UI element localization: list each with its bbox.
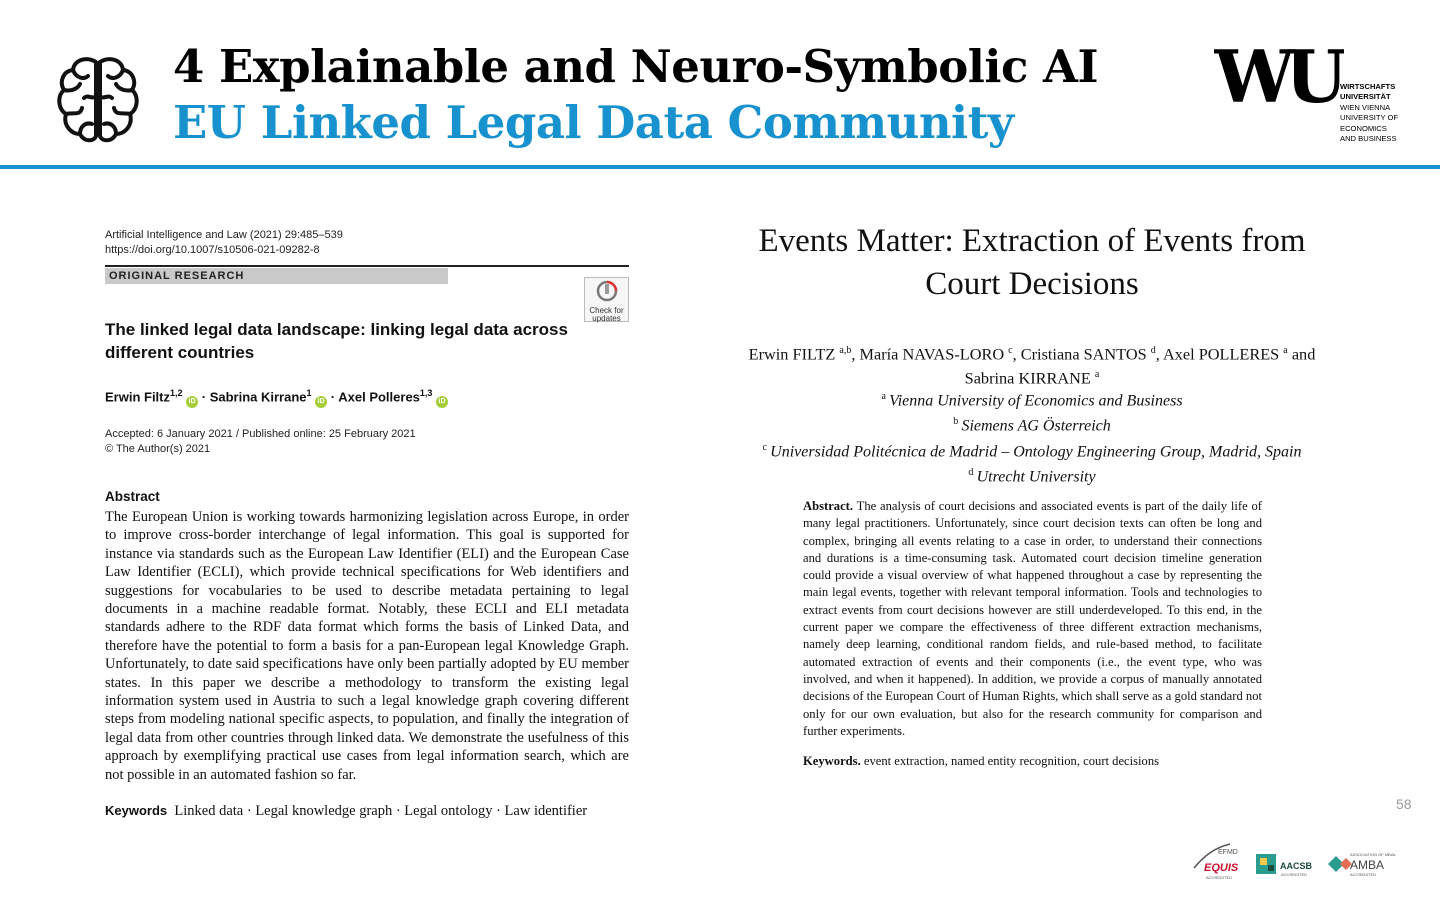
left-abstract-text: The European Union is working towards harmonizing legislation across Europe, in order to improve cross-border interchange of legal information. This goal is supported for instance via standards such as the European Law Identifier (ELI) and the European Case Law Identifier (ECLI), which provide technical specifications for Web identifiers and suggestions for vocabularies to be used to describe metadata pertaining to legal documents in a machine readable format. Notably, these ECLI and ELI metadata standards adhere to the RDF data format which forms the basis of Linked Data, and therefore have the potential to form a basis for a pan-European legal Knowledge Graph. Unfortunately, to date said specifications have only been partially adopted by EU member states. In this paper we describe a methodology to transform the existing legal information system used in Austria to such a legal knowledge graph covering different steps from modeling national specific aspects, to population, and finally the integration of legal data from other countries through linked data. We demonstrate the usefulness of this approach by exemplifying practical use cases from legal information search, which are not possible in an automated fashion so far. xyxy=(105,509,629,783)
aacsb-sub-text: ACCREDITED xyxy=(1281,872,1308,877)
orcid-icon[interactable]: iD xyxy=(315,396,327,408)
right-abstract-text: The analysis of court decisions and associated events is part of the daily life of many legal practitioners. Unfortunately, since court decision texts can often be long and complex, bringing all events relating to a case in order, to understand their connections and durations is a time-consuming task. Automated court decision timeline generation could provide a visual overview of what happened throughout a case by representing the main legal events, together with relevant temporal information. Tools and technologies to extract events from court decisions however are still underdeveloped. To this end, in the current paper we compare the effectiveness of three different extraction mechanisms, namely deep learning, conditional random fields, and rule-based method, to facilitate automated extraction of events and their components (i.e., the event type, who was involved, and when it happened). In addition, we provide a corpus of manually annotated decisions of the European Court of Human Rights, which shall serve as a gold standard not only for our own evaluation, but also for the research community for comparison and further experiments. xyxy=(803,499,1263,738)
check-updates-icon xyxy=(596,280,618,302)
right-title-line: Events Matter: Extraction of Events from xyxy=(758,223,1306,259)
wu-logo-text xyxy=(1340,82,1410,144)
author-name: María NAVAS-LORO xyxy=(859,344,1005,364)
author-name: Axel POLLERES xyxy=(1162,344,1280,364)
author-affil: c xyxy=(1008,345,1013,356)
author-name: Erwin Filtz xyxy=(105,389,170,405)
keywords-label: Keywords xyxy=(105,803,168,818)
check-updates-text: updates xyxy=(592,314,621,323)
accreditation-logos xyxy=(1190,838,1400,884)
wu-logo-line: AND BUSINESS xyxy=(1340,134,1397,144)
orcid-icon[interactable]: iD xyxy=(436,396,448,408)
right-keywords xyxy=(803,754,1159,769)
amba-sub-text: ACCREDITED xyxy=(1350,872,1377,877)
article-type-label: ORIGINAL RESEARCH xyxy=(105,268,448,284)
publication-dates: Accepted: 6 January 2021 / Published online: 25 February 2021 xyxy=(105,428,416,440)
author-name: Axel Polleres xyxy=(338,389,420,405)
keywords-text: event extraction, named entity recognition, court decisions xyxy=(863,754,1160,768)
doi-link[interactable]: https://doi.org/10.1007/s10506-021-09282-8 xyxy=(105,243,320,256)
right-paper-title xyxy=(700,220,1364,306)
author-affil: 1,3 xyxy=(419,388,433,398)
equis-sub-text: ACCREDITED xyxy=(1206,875,1233,880)
slide-subtitle: EU Linked Legal Data Community xyxy=(173,96,1014,149)
left-paper-dates xyxy=(105,427,416,457)
left-paper-rule xyxy=(105,265,629,267)
author-and: and xyxy=(1291,344,1316,364)
author-affil: a xyxy=(1094,369,1100,381)
wu-logo-line: UNIVERSITY OF xyxy=(1340,113,1399,123)
check-updates-text: Check for xyxy=(589,306,624,315)
right-paper-affiliations xyxy=(700,386,1364,487)
header-divider xyxy=(0,165,1440,169)
copyright: © The Author(s) 2021 xyxy=(105,443,211,455)
left-abstract-heading: Abstract xyxy=(105,489,160,504)
author-affil: 1 xyxy=(306,388,312,398)
author-affil: 1,2 xyxy=(170,388,183,398)
wu-logo-line: UNIVERSITÄT xyxy=(1340,92,1391,102)
left-paper-title: The linked legal data landscape: linking legal data across different countries xyxy=(105,320,568,362)
slide-title: 4 Explainable and Neuro-Symbolic AI xyxy=(173,40,1098,93)
brain-icon xyxy=(56,54,140,144)
right-abstract xyxy=(803,498,1262,740)
aacsb-text: AACSB xyxy=(1280,861,1313,871)
left-paper-journal xyxy=(105,228,343,257)
orcid-icon[interactable]: iD xyxy=(186,396,198,408)
left-paper-authors xyxy=(105,388,448,408)
right-title-line: Court Decisions xyxy=(925,266,1139,302)
right-paper-authors: Erwin FILTZ $^{a,b}$, María NAVAS-LORO $^c$, Cristiana SANTOS $^d$, Axel POLLERES $^a$ and Sabrina KIRRANE $^a$ xyxy=(748,344,1316,388)
author-separator: · xyxy=(327,389,339,405)
wu-logo-line: WIEN VIENNA xyxy=(1340,102,1391,112)
affiliation: $^b$ Siemens AG Österreich xyxy=(953,416,1111,435)
author-affil: d xyxy=(1150,345,1156,356)
check-for-updates-badge[interactable] xyxy=(584,277,629,322)
wu-logo xyxy=(1214,44,1344,106)
right-abstract-label: Abstract. xyxy=(803,499,854,513)
journal-citation: Artificial Intelligence and Law (2021) 29:485–539 xyxy=(105,229,343,241)
wu-logo-line: ECONOMICS xyxy=(1340,123,1387,133)
author-name: Cristiana SANTOS xyxy=(1020,344,1147,364)
author-name: Erwin FILTZ xyxy=(748,344,836,364)
wu-logo-mark: WU xyxy=(1214,44,1338,106)
keywords-label: Keywords. xyxy=(803,754,861,768)
author-separator: · xyxy=(198,389,210,405)
author-affil: a,b xyxy=(839,345,852,356)
author-affil: a xyxy=(1283,345,1288,356)
equis-top-text: EFMD xyxy=(1218,849,1238,856)
keywords-text: Linked data · Legal knowledge graph · Legal ontology · Law identifier xyxy=(174,803,588,819)
page-number: 58 xyxy=(1396,796,1412,812)
affiliation: $^d$ Utrecht University xyxy=(968,466,1096,486)
author-name: Sabrina Kirrane xyxy=(209,389,307,405)
left-keywords xyxy=(105,803,587,820)
amba-text: AMBA xyxy=(1350,858,1385,872)
affiliation: $^a$ Vienna University of Economics and Business xyxy=(881,391,1183,410)
wu-logo-line: WIRTSCHAFTS xyxy=(1340,82,1396,91)
amba-top-text: ASSOCIATION OF MBAs xyxy=(1350,852,1396,857)
equis-text: EQUIS xyxy=(1204,862,1239,874)
affiliation: $^c$ Universidad Politécnica de Madrid – Ontology Engineering Group, Madrid, Spain xyxy=(762,441,1302,460)
author-name: Sabrina KIRRANE xyxy=(964,368,1091,388)
